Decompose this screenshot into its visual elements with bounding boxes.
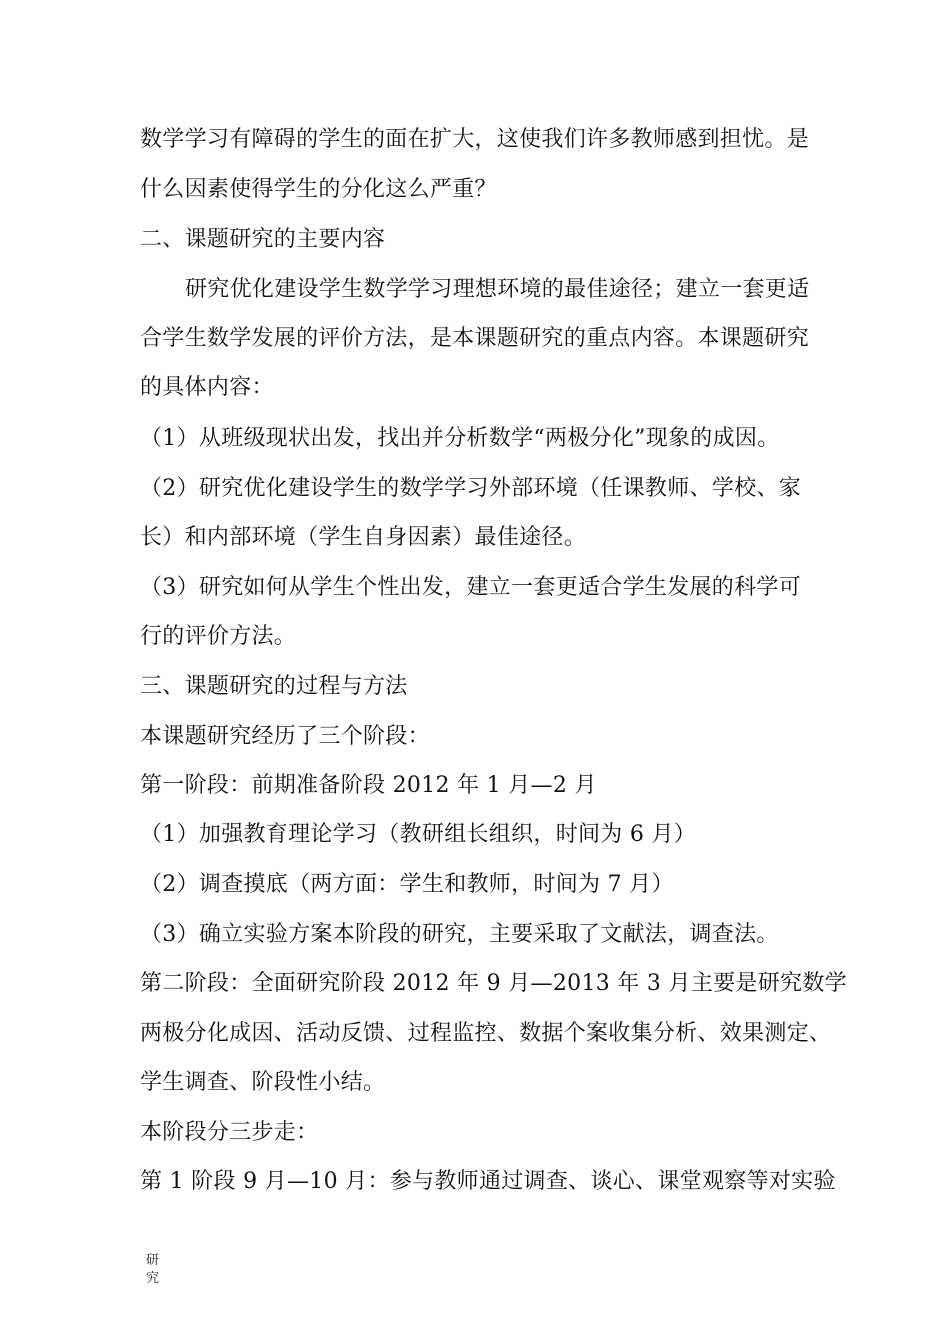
stage-1-item-3: （3）确立实验方案本阶段的研究，主要采取了文献法，调查法。 [140, 922, 779, 947]
body-text-line: 数学学习有障碍的学生的面在扩大，这使我们许多教师感到担忧。是 [140, 127, 810, 152]
body-text-line: 合学生数学发展的评价方法，是本课题研究的重点内容。本课题研究 [140, 326, 810, 351]
stage-1-item-2: （2）调查摸底（两方面：学生和教师，时间为 7 月） [140, 872, 674, 897]
body-text-line: 本阶段分三步走： [140, 1120, 319, 1145]
stage-2-heading: 第二阶段：全面研究阶段 2012 年 9 月—2013 年 3 月主要是研究数学 [140, 971, 847, 996]
list-item-2-cont: 长）和内部环境（学生自身因素）最佳途径。 [140, 525, 587, 550]
body-text-line: 第 1 阶段 9 月—10 月：参与教师通过调查、谈心、课堂观察等对实验 [140, 1169, 836, 1194]
body-text-line: 两极分化成因、活动反馈、过程监控、数据个案收集分析、效果测定、 [140, 1021, 832, 1046]
stage-1-heading: 第一阶段：前期准备阶段 2012 年 1 月—2 月 [140, 773, 597, 798]
section-heading-2: 二、课题研究的主要内容 [140, 227, 386, 252]
list-item-3: （3）研究如何从学生个性出发，建立一套更适合学生发展的科学可 [140, 575, 801, 600]
list-item-2: （2）研究优化建设学生的数学学习外部环境（任课教师、学校、家 [140, 476, 801, 501]
section-heading-3: 三、课题研究的过程与方法 [140, 674, 408, 699]
body-text-line: 什么因素使得学生的分化这么严重？ [140, 177, 497, 202]
body-text-line: 研究优化建设学生数学学习理想环境的最佳途径；建立一套更适 [185, 277, 810, 302]
list-item-3-cont: 行的评价方法。 [140, 624, 297, 649]
list-item-1: （1）从班级现状出发，找出并分析数学“两极分化”现象的成因。 [140, 426, 780, 451]
body-text-line: 本课题研究经历了三个阶段： [140, 724, 430, 749]
stage-1-item-1: （1）加强教育理论学习（教研组长组织，时间为 6 月） [140, 822, 697, 847]
body-text-line: 的具体内容： [140, 375, 274, 400]
body-text-line: 学生调查、阶段性小结。 [140, 1070, 386, 1095]
page-footer: 研究 [146, 1253, 160, 1286]
